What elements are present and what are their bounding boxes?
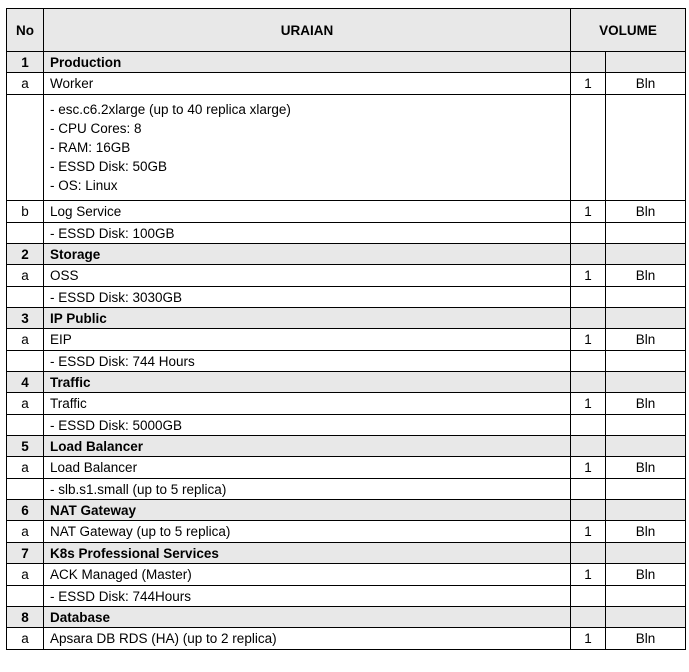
spec-row bbox=[7, 95, 686, 201]
item-unit: Bln bbox=[606, 457, 686, 479]
item-quantity: 1 bbox=[571, 201, 606, 223]
section-title: Storage bbox=[44, 244, 571, 265]
section-qty-cell bbox=[571, 308, 606, 329]
table-header-row bbox=[7, 9, 686, 52]
item-description: EIP bbox=[44, 329, 571, 351]
item-unit: Bln bbox=[606, 521, 686, 543]
section-title: Traffic bbox=[44, 372, 571, 393]
section-title: NAT Gateway bbox=[44, 500, 571, 521]
table-body bbox=[7, 52, 686, 650]
section-unit-cell bbox=[606, 543, 686, 564]
item-quantity: 1 bbox=[571, 521, 606, 543]
spec-line: - esc.c6.2xlarge (up to 40 replica xlarge) bbox=[50, 102, 291, 117]
spec-unit-cell bbox=[606, 351, 686, 372]
spec-unit-cell bbox=[606, 223, 686, 244]
item-row bbox=[7, 457, 686, 479]
item-unit: Bln bbox=[606, 329, 686, 351]
item-row bbox=[7, 329, 686, 351]
section-row bbox=[7, 308, 686, 329]
item-quantity: 1 bbox=[571, 329, 606, 351]
item-description: Log Service bbox=[44, 201, 571, 223]
item-unit: Bln bbox=[606, 201, 686, 223]
section-qty-cell bbox=[571, 500, 606, 521]
section-number: 1 bbox=[7, 52, 44, 73]
section-number: 4 bbox=[7, 372, 44, 393]
item-letter: a bbox=[7, 265, 44, 287]
item-unit: Bln bbox=[606, 265, 686, 287]
spec-no-cell bbox=[7, 223, 44, 244]
item-letter: a bbox=[7, 628, 44, 650]
spec-row bbox=[7, 586, 686, 607]
item-letter: a bbox=[7, 521, 44, 543]
item-unit: Bln bbox=[606, 393, 686, 415]
spec-description: - slb.s1.small (up to 5 replica) bbox=[44, 479, 571, 500]
spec-row bbox=[7, 415, 686, 436]
header-uraian: URAIAN bbox=[44, 9, 571, 52]
item-quantity: 1 bbox=[571, 265, 606, 287]
spec-no-cell bbox=[7, 586, 44, 607]
item-unit: Bln bbox=[606, 564, 686, 586]
section-number: 5 bbox=[7, 436, 44, 457]
section-number: 2 bbox=[7, 244, 44, 265]
section-number: 8 bbox=[7, 607, 44, 628]
section-row bbox=[7, 500, 686, 521]
item-letter: b bbox=[7, 201, 44, 223]
spec-unit-cell bbox=[606, 95, 686, 201]
section-number: 6 bbox=[7, 500, 44, 521]
section-unit-cell bbox=[606, 436, 686, 457]
section-row bbox=[7, 52, 686, 73]
spec-qty-cell bbox=[571, 223, 606, 244]
spec-description: - ESSD Disk: 744 Hours bbox=[44, 351, 571, 372]
spec-line: - CPU Cores: 8 bbox=[50, 121, 142, 136]
spec-row bbox=[7, 479, 686, 500]
item-description: Worker bbox=[44, 73, 571, 95]
spec-qty-cell bbox=[571, 479, 606, 500]
spec-no-cell bbox=[7, 287, 44, 308]
item-quantity: 1 bbox=[571, 457, 606, 479]
section-qty-cell bbox=[571, 436, 606, 457]
spec-unit-cell bbox=[606, 479, 686, 500]
item-description: NAT Gateway (up to 5 replica) bbox=[44, 521, 571, 543]
spec-no-cell bbox=[7, 95, 44, 201]
section-number: 3 bbox=[7, 308, 44, 329]
item-quantity: 1 bbox=[571, 628, 606, 650]
spec-description: - ESSD Disk: 100GB bbox=[44, 223, 571, 244]
item-description: ACK Managed (Master) bbox=[44, 564, 571, 586]
section-number: 7 bbox=[7, 543, 44, 564]
item-description: Load Balancer bbox=[44, 457, 571, 479]
item-description: Traffic bbox=[44, 393, 571, 415]
spec-line: - OS: Linux bbox=[50, 178, 118, 193]
spec-unit-cell bbox=[606, 287, 686, 308]
item-letter: a bbox=[7, 329, 44, 351]
section-title: Load Balancer bbox=[44, 436, 571, 457]
header-volume: VOLUME bbox=[571, 9, 686, 52]
spec-unit-cell bbox=[606, 415, 686, 436]
spec-qty-cell bbox=[571, 351, 606, 372]
spec-line: - RAM: 16GB bbox=[50, 140, 131, 155]
item-unit: Bln bbox=[606, 628, 686, 650]
item-description: Apsara DB RDS (HA) (up to 2 replica) bbox=[44, 628, 571, 650]
section-unit-cell bbox=[606, 244, 686, 265]
section-title: IP Public bbox=[44, 308, 571, 329]
spec-qty-cell bbox=[571, 415, 606, 436]
section-qty-cell bbox=[571, 244, 606, 265]
item-row bbox=[7, 201, 686, 223]
item-letter: a bbox=[7, 393, 44, 415]
item-row bbox=[7, 628, 686, 650]
item-unit: Bln bbox=[606, 73, 686, 95]
spec-description: - ESSD Disk: 5000GB bbox=[44, 415, 571, 436]
section-row bbox=[7, 543, 686, 564]
spec-qty-cell bbox=[571, 586, 606, 607]
section-row bbox=[7, 244, 686, 265]
section-unit-cell bbox=[606, 308, 686, 329]
section-unit-cell bbox=[606, 500, 686, 521]
item-description: OSS bbox=[44, 265, 571, 287]
section-unit-cell bbox=[606, 52, 686, 73]
item-quantity: 1 bbox=[571, 393, 606, 415]
item-quantity: 1 bbox=[571, 73, 606, 95]
section-unit-cell bbox=[606, 372, 686, 393]
item-letter: a bbox=[7, 457, 44, 479]
spec-row bbox=[7, 287, 686, 308]
section-qty-cell bbox=[571, 607, 606, 628]
section-row bbox=[7, 372, 686, 393]
spec-description: - ESSD Disk: 744Hours bbox=[44, 586, 571, 607]
section-title: K8s Professional Services bbox=[44, 543, 571, 564]
spec-line: - ESSD Disk: 50GB bbox=[50, 159, 168, 174]
section-qty-cell bbox=[571, 52, 606, 73]
section-unit-cell bbox=[606, 607, 686, 628]
spec-description: - ESSD Disk: 3030GB bbox=[44, 287, 571, 308]
spec-description bbox=[44, 95, 571, 201]
resource-table bbox=[6, 8, 686, 650]
spec-qty-cell bbox=[571, 287, 606, 308]
section-title: Production bbox=[44, 52, 571, 73]
item-letter: a bbox=[7, 73, 44, 95]
item-row bbox=[7, 73, 686, 95]
spec-row bbox=[7, 351, 686, 372]
spec-no-cell bbox=[7, 479, 44, 500]
section-row bbox=[7, 436, 686, 457]
item-row bbox=[7, 564, 686, 586]
item-row bbox=[7, 393, 686, 415]
item-row bbox=[7, 265, 686, 287]
item-quantity: 1 bbox=[571, 564, 606, 586]
spec-no-cell bbox=[7, 415, 44, 436]
section-row bbox=[7, 607, 686, 628]
item-letter: a bbox=[7, 564, 44, 586]
spec-qty-cell bbox=[571, 95, 606, 201]
header-no: No bbox=[7, 9, 44, 52]
section-title: Database bbox=[44, 607, 571, 628]
spec-unit-cell bbox=[606, 586, 686, 607]
section-qty-cell bbox=[571, 372, 606, 393]
spec-row bbox=[7, 223, 686, 244]
spec-no-cell bbox=[7, 351, 44, 372]
item-row bbox=[7, 521, 686, 543]
section-qty-cell bbox=[571, 543, 606, 564]
